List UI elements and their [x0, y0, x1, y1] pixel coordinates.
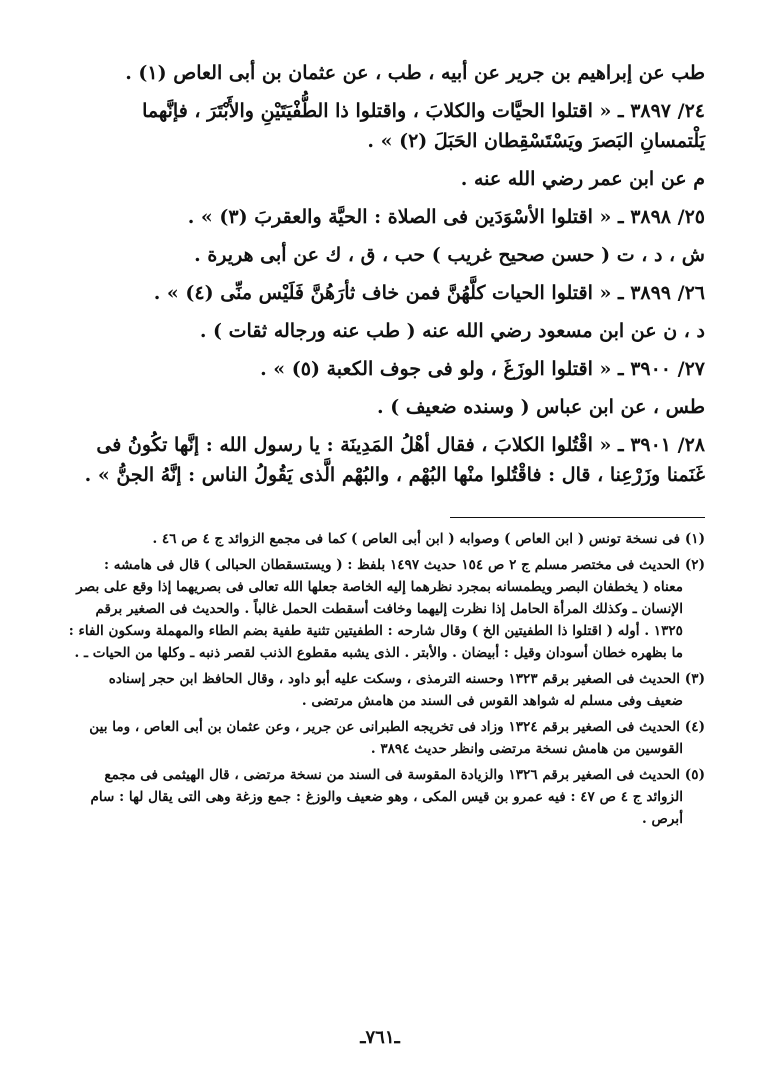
footnote-3-text: (٣) الحديث فى الصغير برقم ١٣٢٣ وحسنه الترمذى ، وسكت عليه أبو داود ، وقال الحافظ ابن حجر إسناده: [108, 671, 705, 687]
source-line: طب عن إبراهيم بن جرير عن أبيه ، طب ، عن عثمان بن أبى العاص (١) .: [125, 62, 705, 84]
footnote-2-cont: ١٣٢٥ . أوله ( اقتلوا ذا الطفيتين الخ ) وقال شارحه : الطفيتين تثنية طفية بضم الطاء والمهملة وسكون الفاء :: [68, 623, 683, 639]
hadith-3901-line-2: غَنَمنا وزَرْعِنا ، قال : فاقْتُلوا منْها البُهْم ، والبُهْم الَّذى يَقُولُ الناس : إنَّهُ الجنُّ » .: [84, 464, 705, 486]
source-line: طس ، عن ابن عباس ( وسنده ضعيف ) .: [377, 396, 705, 418]
footnote-2-cont: ما بظهره خطان أسودان وقيل : أبيضان . والأبتر . الذى يشبه مقطوع الذنب لقصر ذنبه ـ وكلها من الحيات ـ .: [74, 645, 683, 661]
footnote-5-cont: الزوائد ج ٤ ص ٤٧ : فيه عمرو بن قيس المكى ، وهو ضعيف والوزغ : جمع وزغة وهى التى يقال لها : سام: [90, 789, 683, 805]
source-line: ش ، د ، ت ( حسن صحيح غريب ) حب ، ق ، ك عن أبى هريرة .: [194, 244, 705, 266]
hadith-3899: ٢٦/ ٣٨٩٩ ـ « اقتلوا الحيات كلَّهُنَّ فمن خاف ثأرَهُنَّ فَلَيْس منِّى (٤) » .: [153, 282, 705, 304]
footnote-separator: [450, 517, 705, 518]
hadith-3901-line-1: ٢٨/ ٣٩٠١ ـ « اقْتُلوا الكلابَ ، فقال أهْلُ المَدِينَة : يا رسول الله : إنَّها تكُونُ فى: [96, 434, 705, 456]
main-text: [60, 58, 705, 490]
footnote-4-cont: القوسين من هامش نسخة مرتضى وانظر حديث ٣٨٩٤ .: [370, 741, 683, 757]
source-line: م عن ابن عمر رضي الله عنه .: [460, 168, 705, 190]
footnote-3: [60, 668, 705, 712]
page-number: ـ٧٦١ـ: [360, 1027, 400, 1048]
page-body: [60, 58, 705, 834]
hadith-3900: ٢٧/ ٣٩٠٠ ـ « اقتلوا الوزَغَ ، ولو فى جوف الكعبة (٥) » .: [260, 358, 705, 380]
footnote-2-cont: الإنسان ـ وكذلك المرأة الحامل إذا نظرت إليهما وخافت أسقطت الحمل غالباً . والحديث فى الصغير برقم: [95, 601, 683, 617]
hadith-3898: ٢٥/ ٣٨٩٨ ـ « اقتلوا الأسْوَدَين فى الصلاة : الحيَّة والعقربَ (٣) » .: [187, 206, 705, 228]
footnote-4-text: (٤) الحديث فى الصغير برقم ١٣٢٤ وزاد فى تخريجه الطبرانى عن جرير ، وعن عثمان بن أبى العاص ، وما بين: [89, 719, 705, 735]
hadith-3897-line-1: ٢٤/ ٣٨٩٧ ـ « اقتلوا الحيَّات والكلابَ ، واقتلوا ذا الطُّفْيَتَيْنِ والأَبْتَرَ ، فإنَّهما: [142, 100, 705, 122]
footnote-1: [60, 528, 705, 550]
footnote-1-text: (١) فى نسخة تونس ( ابن العاص ) وصوابه ( ابن أبى العاص ) كما فى مجمع الزوائد ج ٤ ص ٤٦ .: [152, 531, 705, 547]
footnote-5-cont: أبرص .: [642, 811, 683, 827]
footnote-2: [60, 554, 705, 664]
footnotes: [60, 528, 705, 830]
source-line: د ، ن عن ابن مسعود رضي الله عنه ( طب عنه ورجاله ثقات ) .: [199, 320, 705, 342]
footnote-2-cont: معناه ( يخطفان البصر ويطمسانه بمجرد نظرهما إليه الخاصة جعلها الله تعالى فى بصريهما إذا وقع على بصر: [76, 579, 683, 595]
footnote-5: [60, 764, 705, 830]
hadith-3897-line-2: يَلْتمسانِ البَصرَ ويَسْتَسْقِطان الحَبَلَ (٢) » .: [367, 130, 705, 152]
footnote-3-cont: ضعيف وفى مسلم له شواهد القوس فى السند من هامش مرتضى .: [301, 693, 683, 709]
footnote-4: [60, 716, 705, 760]
footnote-2-text: (٢) الحديث فى مختصر مسلم ج ٢ ص ١٥٤ حديث ١٤٩٧ بلفظ : ( ويستسقطان الحبالى ) قال فى هامشه :: [104, 557, 705, 573]
footnote-5-text: (٥) الحديث فى الصغير برقم ١٣٢٦ والزيادة المقوسة فى السند من نسخة مرتضى ، قال الهيثمى فى مجمع: [104, 767, 705, 783]
